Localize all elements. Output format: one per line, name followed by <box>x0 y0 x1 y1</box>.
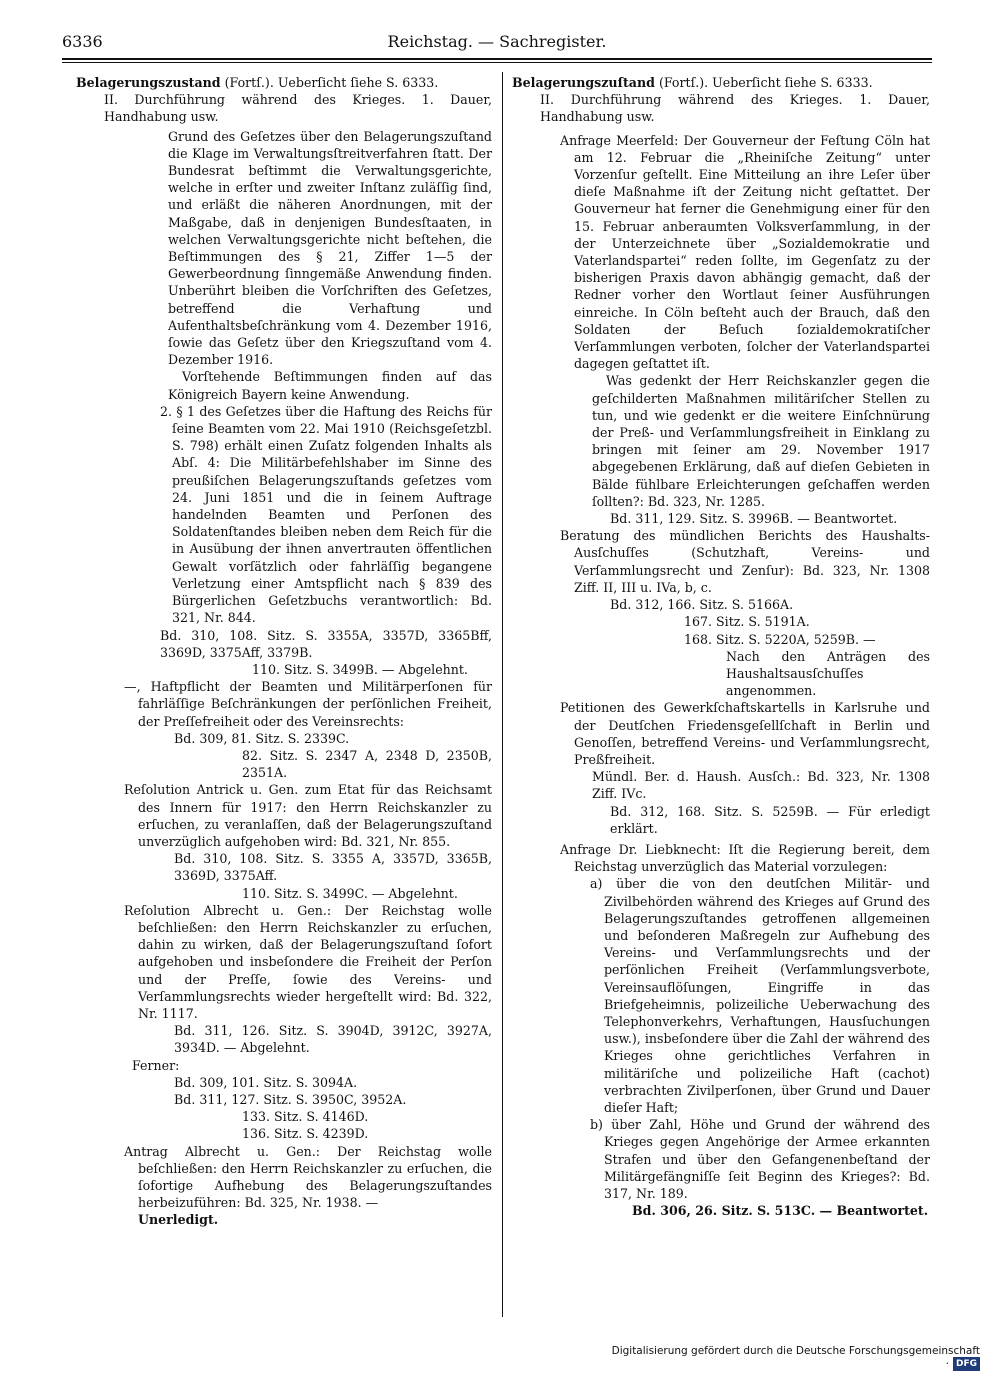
reference: Bd. 312, 166. Sitz. S. 5166A. <box>610 597 794 613</box>
entry-heading-rest: (Fortſ.). Ueberſicht ſiehe S. 6333. <box>654 75 873 90</box>
reference: 133. Sitz. S. 4146D. <box>242 1109 369 1125</box>
left-column <box>76 74 492 1229</box>
list-item: a) über die von den deutſchen Militär- und Zivilbehörden während des Krieges auf Grund des Belagerungszuſtandes getroffenen allgemeinen und beſonderen Maßregeln zur Aufhebung des Vereins- und Verſammlungsrechts und der perſönlichen Freiheit (Verſammlungsverbote, Vereinsauflöſungen, Eingriffe in das Briefgeheimnis, polizeiliche Ueberwachung des Telephonverkehrs, Verhaftungen, Hausſuchungen usw.), insbeſondere über die Zahl der während des Krieges ohne gerichtliches Verfahren in militäriſche und polizeiliche Haft (cachot) verbrachten Zivilperſonen, über Grund und Dauer dieſer Haft; <box>590 876 930 1115</box>
header-rule-thin <box>62 62 932 63</box>
reference: 136. Sitz. S. 4239D. <box>242 1126 369 1142</box>
reference: 110. Sitz. S. 3499C. — Abgelehnt. <box>242 885 458 901</box>
list-item: Petitionen des Gewerkſchaftskartells in Karlsruhe und der Deutſchen Friedensgeſellſchaft in Berlin und Genoſſen, betreffend Vereins- und Verſammlungsrecht, Preßfreiheit. <box>560 700 930 767</box>
reference: Bd. 310, 108. Sitz. S. 3355 A, 3357D, 3365B, 3369D, 3375Aff. <box>174 851 492 884</box>
entry-heading <box>512 74 930 91</box>
list-item: —, Haftpflicht der Beamten und Militärperſonen für fahrläſſige Beſchränkungen der perſönlichen Freiheit, der Preſſefreiheit oder des Vereinsrechts: <box>124 679 492 729</box>
entry-heading-rest: (Fortſ.). Ueberſicht ſiehe S. 6333. <box>220 75 439 90</box>
paragraph: Vorſtehende Beſtimmungen finden auf das Königreich Bayern keine Anwendung. <box>168 369 492 402</box>
reference: Bd. 306, 26. Sitz. S. 513C. — Beantwortet. <box>632 1203 929 1219</box>
column-divider <box>502 72 503 1317</box>
list-item: b) über Zahl, Höhe und Grund der während des Krieges gegen Angehörige der Armee erkannten Strafen und über den Gefangenenbeſtand der Militärgefängniſſe ſeit Beginn des Krieges?: Bd. 317, Nr. 189. <box>590 1117 930 1201</box>
paragraph: Mündl. Ber. d. Haush. Ausſch.: Bd. 323, Nr. 1308 Ziff. IVc. <box>592 769 930 802</box>
paragraph: 2. § 1 des Geſetzes über die Haftung des Reichs für ſeine Beamten vom 22. Mai 1910 (Reichsgeſetzbl. S. 798) erhält einen Zuſatz folgenden Inhalts als Abſ. 4: Die Militärbefehlshaber im Sinne des preußiſchen Belagerungszuſtands geſetzes vom 24. Juni 1851 und die in ſeinem Auftrage handelnden Beamten und Perſonen des Soldatenſtandes bleiben neben dem Reich für die in Ausübung der ihnen anvertrauten öffentlichen Gewalt vorſätzlich oder fahrläſſig begangene Verletzung einer Amtspflicht nach § 839 des Bürgerlichen Geſetzbuchs verantwortlich: Bd. 321, Nr. 844. <box>160 403 492 626</box>
reference: Bd. 312, 168. Sitz. S. 5259B. — Für erledigt erklärt. <box>610 803 930 836</box>
footer-text: Digitalisierung gefördert durch die Deutsche Forschungsgemeinschaft · <box>611 1345 980 1370</box>
reference: 82. Sitz. S. 2347 A, 2348 D, 2350B, 2351A. <box>242 747 492 781</box>
status-text: Unerledigt. <box>138 1212 219 1228</box>
entry-heading <box>76 74 492 91</box>
reference: Bd. 309, 101. Sitz. S. 3094A. <box>174 1074 358 1090</box>
footer-credit <box>610 1345 980 1370</box>
reference: Bd. 311, 127. Sitz. S. 3950C, 3952A. <box>174 1091 407 1107</box>
status-text: Nach den Anträgen des Haushaltsausſchuſſes angenommen. <box>726 648 930 699</box>
list-item: Reſolution Albrecht u. Gen.: Der Reichstag wolle beſchließen: den Herrn Reichskanzler zu erſuchen, dahin zu wirken, daß der Belagerungszuſtand ſofort aufgehoben und insbeſondere die Freiheit der Perſon und der Preſſe, ſowie des Vereins- und Verſammlungsrechts wieder hergeſtellt wird: Bd. 322, Nr. 1117. <box>124 902 492 1021</box>
section-heading: II. Durchführung während des Krieges. 1. Dauer, Handhabung usw. <box>104 92 492 125</box>
list-item: Ferner: <box>132 1057 180 1073</box>
reference: Bd. 311, 126. Sitz. S. 3904D, 3912C, 3927A, 3934D. — Abgelehnt. <box>174 1023 492 1056</box>
reference: 110. Sitz. S. 3499B. — Abgelehnt. <box>252 661 468 677</box>
entry-heading-bold: Belagerungszustand <box>76 75 221 90</box>
reference: 168. Sitz. S. 5220A, 5259B. — <box>684 631 876 647</box>
reference: Bd. 310, 108. Sitz. S. 3355A, 3357D, 3365Bff, 3369D, 3375Aff, 3379B. <box>160 627 492 660</box>
reference: 167. Sitz. S. 5191A. <box>684 614 810 630</box>
reference: Bd. 311, 129. Sitz. S. 3996B. — Beantwortet. <box>610 511 898 527</box>
section-heading: II. Durchführung während des Krieges. 1. Dauer, Handhabung usw. <box>540 92 930 125</box>
list-item: Anfrage Meerfeld: Der Gouverneur der Feſtung Cöln hat am 12. Februar die „Rheiniſche Zeitung“ unter Vorzenſur geſtellt. Eine Mitteilung an ihre Leſer über dieſe Maßnahme iſt der Zeitung nicht geſtattet. Der Gouverneur hat ferner die Genehmigung einer für den 15. Februar anberaumten Volksverſammlung, in der der Unterzeichnete über „Sozialdemokratie und Vaterlandspartei“ reden ſollte, im Gegenſatz zu der bisherigen Praxis davon abhängig gemacht, daß der Redner vorher den Wortlaut ſeiner Ausführungen einreiche. In Cöln beſteht auch der Brauch, daß den Soldaten der Beſuch ſozialdemokratiſcher Verſammlungen verboten, ſolcher der Vaterlandspartei dagegen geſtattet iſt. <box>560 132 930 372</box>
running-title: Reichstag. — Sachregister. <box>387 32 607 51</box>
reference: Bd. 309, 81. Sitz. S. 2339C. <box>174 730 350 746</box>
page-header <box>62 32 932 54</box>
list-item: Anfrage Dr. Liebknecht: Iſt die Regierung bereit, dem Reichstag unverzüglich das Material vorzulegen: <box>560 841 930 875</box>
paragraph: Grund des Geſetzes über den Belagerungszuſtand die Klage im Verwaltungsſtreitverfahren ſtatt. Der Bundesrat beſtimmt die Verwaltungsgerichte, welche in erſter und zweiter Inſtanz zuläſſig ſind, und erläßt die näheren Anordnungen, mit der Maßgabe, daß in denjenigen Bundesſtaaten, in welchen Verwaltungsgerichte nicht beſtehen, die Beſtimmungen des § 21, Ziffer 1—5 der Gewerbeordnung ſinngemäße Anwendung finden. Unberührt bleiben die Vorſchriften des Geſetzes, betreffend die Verhaftung und Aufenthaltsbeſchränkung vom 4. Dezember 1916, ſowie das Geſetz über den Kriegszuſtand vom 4. Dezember 1916. <box>168 128 492 368</box>
paragraph: Was gedenkt der Herr Reichskanzler gegen die geſchilderten Maßnahmen militäriſcher Stellen zu tun, und wie gedenkt er die weitere Einſchnürung der Preß- und Verſammlungsfreiheit in Einklang zu bringen mit ſeiner am 29. November 1917 abgegebenen Erklärung, daß auf dieſen Gebieten in Bälde fühlbare Erleichterungen geſchaffen werden ſollten?: Bd. 323, Nr. 1285. <box>592 373 930 509</box>
list-item: Reſolution Antrick u. Gen. zum Etat für das Reichsamt des Innern für 1917: den Herrn Reichskanzler zu erſuchen, zu veranlaſſen, daß der Belagerungszuſtand unverzüglich aufgehoben wird: Bd. 321, Nr. 855. <box>124 782 492 849</box>
right-column <box>512 74 930 1219</box>
dfg-logo: DFG <box>953 1357 980 1371</box>
header-rule <box>62 58 932 60</box>
page-number: 6336 <box>62 32 103 51</box>
list-item: Beratung des mündlichen Berichts des Haushalts-Ausſchuſſes (Schutzhaft, Vereins- und Verſammlungsrecht und Zenſur): Bd. 323, Nr. 1308 Ziff. II, III u. IVa, b, c. <box>560 528 930 595</box>
entry-heading-bold: Belagerungszuſtand <box>512 75 655 90</box>
list-item: Antrag Albrecht u. Gen.: Der Reichstag wolle beſchließen: den Herrn Reichskanzler zu erſuchen, die ſofortige Aufhebung des Belagerungszuſtandes herbeizuführen: Bd. 325, Nr. 1938. — <box>124 1143 492 1211</box>
